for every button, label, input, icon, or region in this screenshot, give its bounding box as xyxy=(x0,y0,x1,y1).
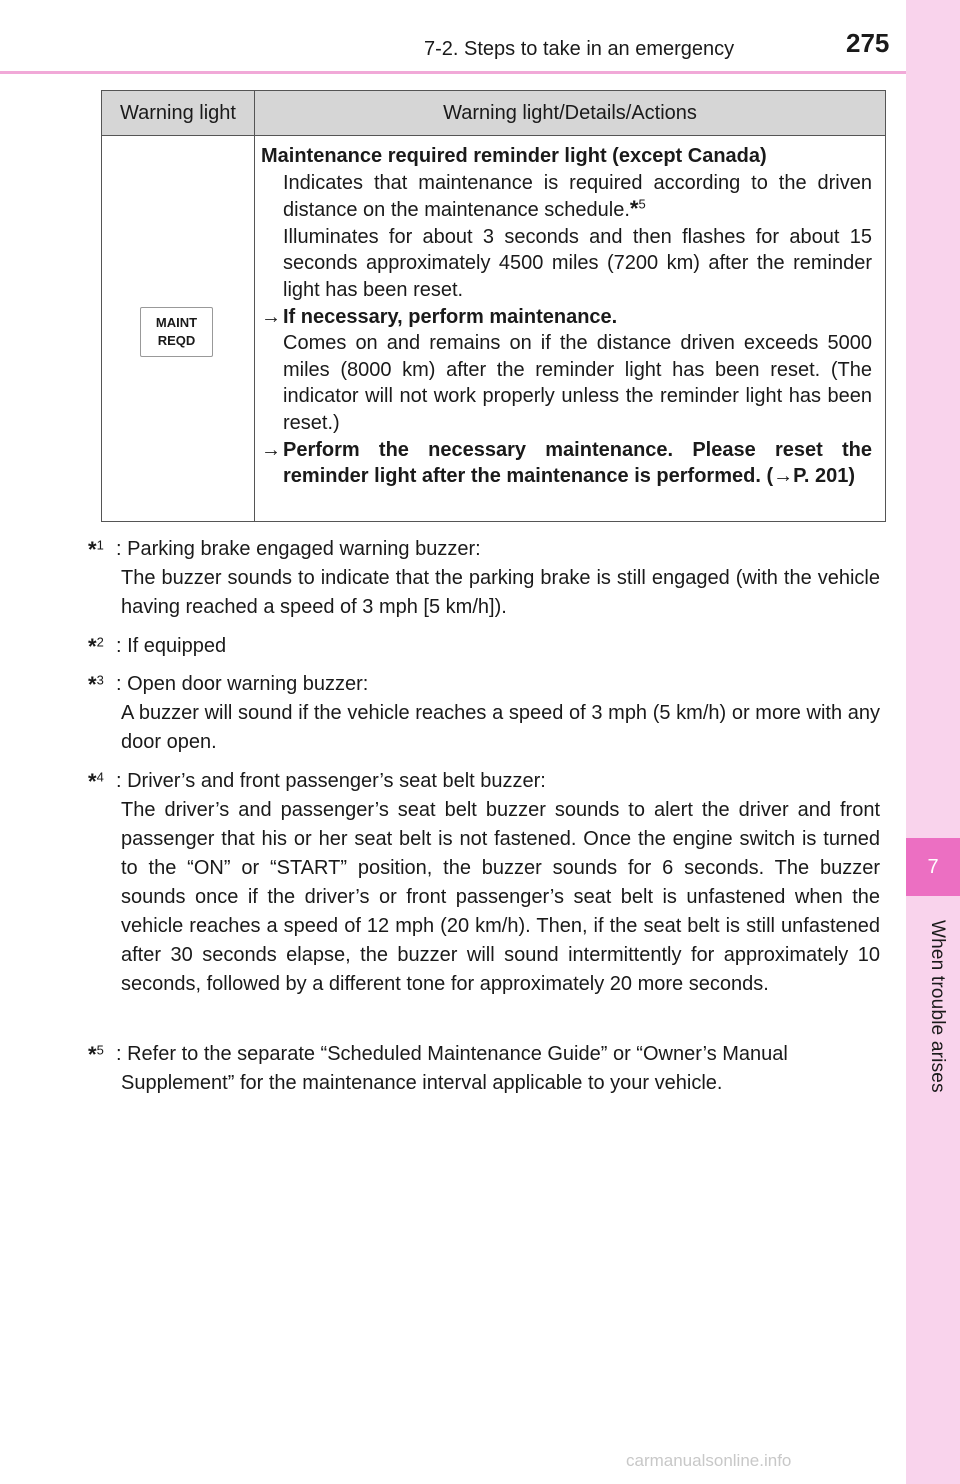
column-header-warning-light: Warning light xyxy=(102,91,255,135)
footnote-ref: 5 xyxy=(638,196,646,212)
action-item xyxy=(261,304,872,331)
footnote-body: Supplement” for the maintenance interval applicable to your vehicle. xyxy=(121,1072,723,1094)
light-title: Maintenance required reminder light (except Canada) xyxy=(261,145,767,167)
chapter-number-tab[interactable]: 7 xyxy=(906,838,960,896)
watermark: carmanualsonline.info xyxy=(626,1451,792,1470)
column-header-details: Warning light/Details/Actions xyxy=(443,101,697,124)
chapter-tab-strip xyxy=(906,0,960,1484)
footnote-marker: *$^2$ xyxy=(88,634,104,659)
footnote-body: A buzzer will sound if the vehicle reaches a speed of 3 mph (5 km/h) or more with any door open. xyxy=(121,702,880,753)
footnote-4 xyxy=(88,767,880,999)
footnote-5 xyxy=(88,1040,880,1098)
warning-light-table xyxy=(101,90,886,522)
footnote-1 xyxy=(88,535,880,622)
footnote-title: : If equipped xyxy=(116,635,227,657)
footnote-title: : Driver’s and front passenger’s seat belt buzzer: xyxy=(116,770,546,792)
action-text: Perform the necessary maintenance. Please reset the reminder light after the maintenance is performed. (→P. 201) xyxy=(283,438,872,488)
footnote-marker: *$^1$ xyxy=(88,537,104,562)
footnote-2 xyxy=(88,632,880,661)
footnote-title: : Parking brake engaged warning buzzer: xyxy=(116,538,481,560)
description-paragraph xyxy=(261,170,872,224)
details-cell xyxy=(261,143,872,490)
description-text: Indicates that maintenance is required according to the driven distance on the maintenance schedule. xyxy=(283,171,872,222)
badge-line-1: MAINT xyxy=(155,315,198,330)
remain-on-paragraph: Comes on and remains on if the distance driven exceeds 5000 miles (8000 km) after the reminder light has been reset. (The indicator will not work properly unless the reminder light has been reset.) xyxy=(283,332,872,434)
table-header-row xyxy=(102,91,885,136)
footnote-asterisk: * xyxy=(629,196,639,222)
arrow-icon: → xyxy=(261,438,281,461)
badge-line-2: REQD xyxy=(157,333,196,348)
footnote-marker: *$^4$ xyxy=(88,769,104,794)
header-rule xyxy=(0,71,906,74)
action-text: If necessary, perform maintenance. xyxy=(283,305,618,328)
footnote-marker: *$^3$ xyxy=(88,672,104,697)
footnote-3 xyxy=(88,670,880,757)
column-divider xyxy=(254,135,255,521)
footnote-marker: *$^5$ xyxy=(88,1042,104,1067)
chapter-title: When trouble arises xyxy=(927,920,948,1093)
footnote-title: : Refer to the separate “Scheduled Maintenance Guide” or “Owner’s Manual xyxy=(116,1043,788,1065)
section-title: 7-2. Steps to take in an emergency xyxy=(424,38,735,60)
footnote-title: : Open door warning buzzer: xyxy=(116,673,369,695)
footnote-body: The buzzer sounds to indicate that the parking brake is still engaged (with the vehicle having reached a speed of 3 mph [5 km/h]). xyxy=(121,567,880,618)
maint-reqd-icon xyxy=(140,307,213,357)
flash-paragraph: Illuminates for about 3 seconds and then flashes for about 15 seconds approximately 4500 miles (7200 km) after the reminder light has been reset. xyxy=(283,225,872,301)
footnote-body: The driver’s and passenger’s seat belt buzzer sounds to alert the driver and front passenger that his or her seat belt is not fastened. Once the engine switch is turned to the “ON” or “START” position, the buzzer sounds for 6 seconds. The buzzer sounds once if the driver’s or front passenger’s seat belt is unfastened when the vehicle reaches a speed of 12 mph (20 km/h). Then, if the seat belt is still unfastened after 30 seconds elapse, the buzzer will sound intermittently for approximately 10 seconds, followed by a different tone for approximately 20 more seconds. xyxy=(121,799,880,995)
arrow-icon: → xyxy=(261,305,281,328)
page-number: 275 xyxy=(846,28,890,58)
action-item xyxy=(261,437,872,490)
